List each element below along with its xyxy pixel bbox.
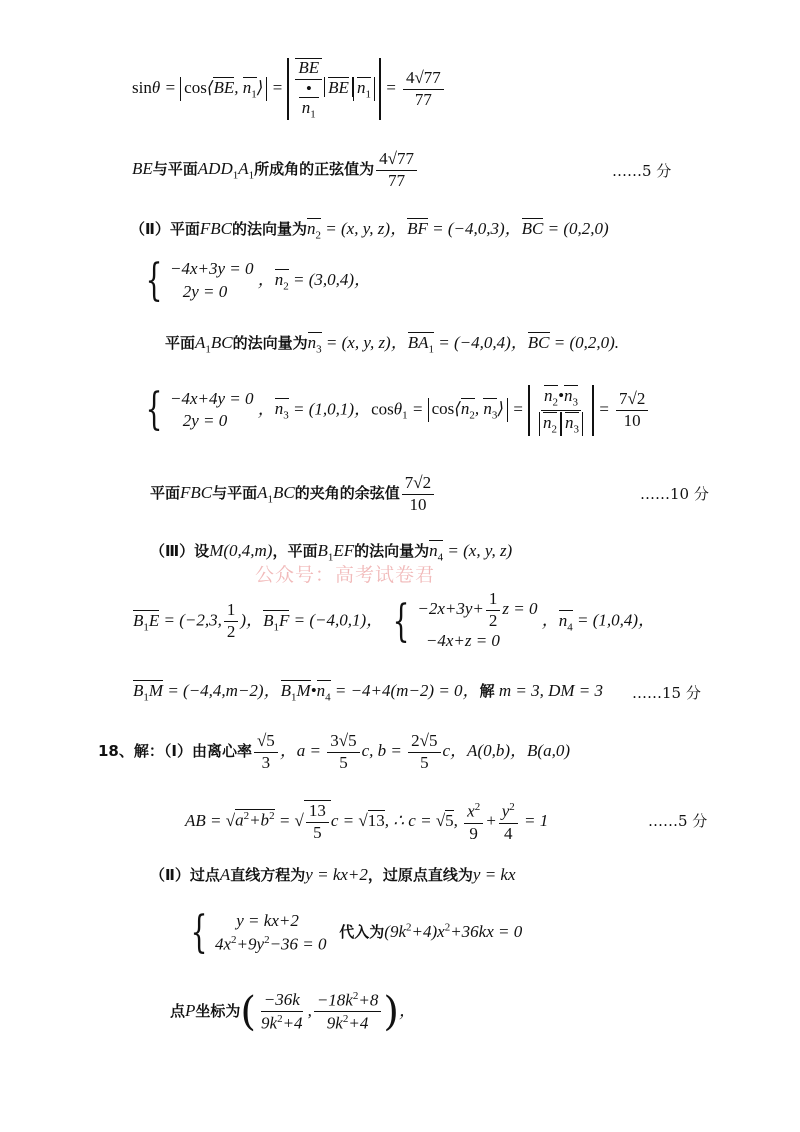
line-q18-part1: 18、解：（Ⅰ）由离心率 $\frac{√5}{3}$ ，a = $\frac{3√5}{5}$ c, b = $\frac{2√5}{5}$ c，A(0,b)，B(a,0) bbox=[98, 731, 570, 772]
score-15: ……15 分 bbox=[632, 684, 701, 702]
formula-sin-theta: sinθ = cos⟨BE, $n_1⟩$ = BE • $n_1$ BE $n_1$ = $\frac{4√77}{77}$ bbox=[132, 58, 446, 120]
line-plane-a1bc: 平面$A_1BC$的法向量为$n_3 = (x$, y, z)，$BA_1 = (-4,0,4)$，BC = (0,2,0). bbox=[165, 333, 620, 356]
line-part3-header: （Ⅲ）设M(0,4,m)，平面$B_1EF$的法向量为$n_4 = (x$, y, z) bbox=[150, 541, 513, 564]
line-be-sine: BE与平面$ADD_1A_1$所成角的正弦值为 $\frac{4√77}{77}$ bbox=[132, 150, 419, 190]
watermark: 公众号：高考试卷君 bbox=[255, 564, 436, 586]
score-5: ……5 分 bbox=[612, 162, 672, 180]
system-substitution: { y = kx+2 $4x^2+9y^2-36 = 0$ 代入为$(9k^2+4)x^2+36kx = 0$ bbox=[190, 907, 523, 959]
system-n4: $B_1E = (-2,3$, $\frac{1}{2}$ )，$B_1F = (-4,0,1)$， { −2x+3y+ $\frac{1}{2}$ z = 0 −4x+z = 0 ，$n_4 = (1,0,4)$， bbox=[133, 589, 656, 651]
line-ab-ellipse: AB = $√a^2+b^2$ = √ $\frac{13}{5}$ c = √13, ∴ c = √5, $\frac{x^2}{9}$ + $\frac{y^2}{4}$ = 1 bbox=[185, 801, 549, 843]
line-point-p: 点P坐标为( $\frac{-36k}{9k^2+4}$ , $\frac{-18k^2+8}{9k^2+4}$ )， bbox=[170, 988, 416, 1035]
score-5b: ……5 分 bbox=[648, 812, 708, 830]
system-n2: { −4x+3y = 0 2y = 0 ，$n_2 = (3,0,4)$， bbox=[145, 254, 372, 306]
score-10: ……10 分 bbox=[640, 485, 709, 503]
line-dm-solution: $B_1M = (-4,4,m-2)$，$B_1M•n_4 = -4+4(m-2) = 0$，解 m = 3, DM = 3 bbox=[133, 681, 603, 704]
line-part2-line: （Ⅱ）过点A直线方程为y = kx+2，过原点直线为y = kx bbox=[150, 865, 516, 884]
line-part2-header: （Ⅱ）平面FBC的法向量为$n_2 = (x$, y, z)，BF = (−4,0,3)，BC = (0,2,0) bbox=[130, 219, 609, 242]
line-angle-cosine: 平面FBC与平面$A_1BC$的夹角的余弦值 $\frac{7√2}{10}$ bbox=[150, 474, 436, 514]
system-n3-cos: { −4x+4y = 0 2y = 0 ，$n_3 = (1,0,1)$，$\cos\theta_1 = \cos⟨n_2$, $n_3⟩$ = $\frac{n_2•n_3}{n_2 n_3}$ = $\frac{7√2}{10}$ bbox=[140, 385, 650, 436]
